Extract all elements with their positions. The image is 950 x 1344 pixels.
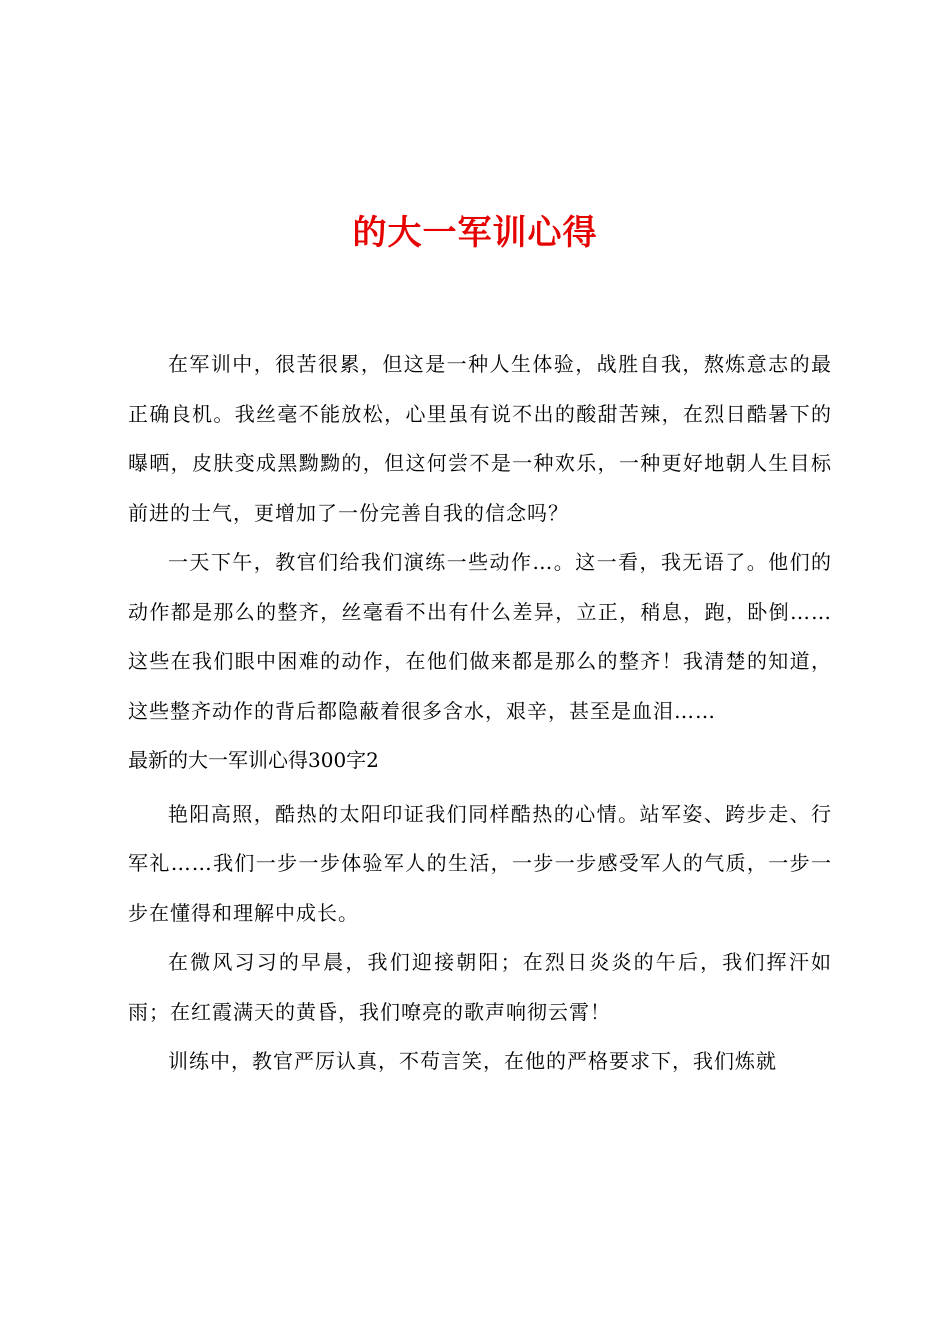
paragraph-2: 一天下午，教官们给我们演练一些动作…。这一看，我无语了。他们的动作都是那么的整齐，丝毫看不出有什么差异，立正，稍息，跑，卧倒……这些在我们眼中困难的动作，在他们做来都是那么的整齐！我清楚的知道，这些整齐动作的背后都隐蔽着很多含水，艰辛，甚至是血泪…… (128, 550, 832, 723)
paragraph-3: 艳阳高照，酷热的太阳印证我们同样酷热的心情。站军姿、跨步走、行军礼……我们一步一步体验军人的生活，一步一步感受军人的气质，一步一步在懂得和理解中成长。 (128, 801, 832, 925)
document-body (128, 340, 832, 1087)
paragraph-4: 在微风习习的早晨，我们迎接朝阳；在烈日炎炎的午后，我们挥汗如雨；在红霞满天的黄昏，我们嘹亮的歌声响彻云霄！ (128, 950, 832, 1024)
page-title: 的大一军训心得 (352, 213, 598, 253)
paragraph-1: 在军训中，很苦很累，但这是一种人生体验，战胜自我，熬炼意志的最正确良机。我丝毫不能放松，心里虽有说不出的酸甜苦辣，在烈日酷暑下的曝晒，皮肤变成黑黝黝的，但这何尝不是一种欢乐，一种更好地朝人生目标前进的士气，更增加了一份完善自我的信念吗？ (128, 352, 832, 525)
section-heading: 最新的大一军训心得300字2 (128, 748, 379, 772)
paragraph-5: 训练中，教官严厉认真，不苟言笑，在他的严格要求下，我们炼就 (168, 1049, 777, 1073)
